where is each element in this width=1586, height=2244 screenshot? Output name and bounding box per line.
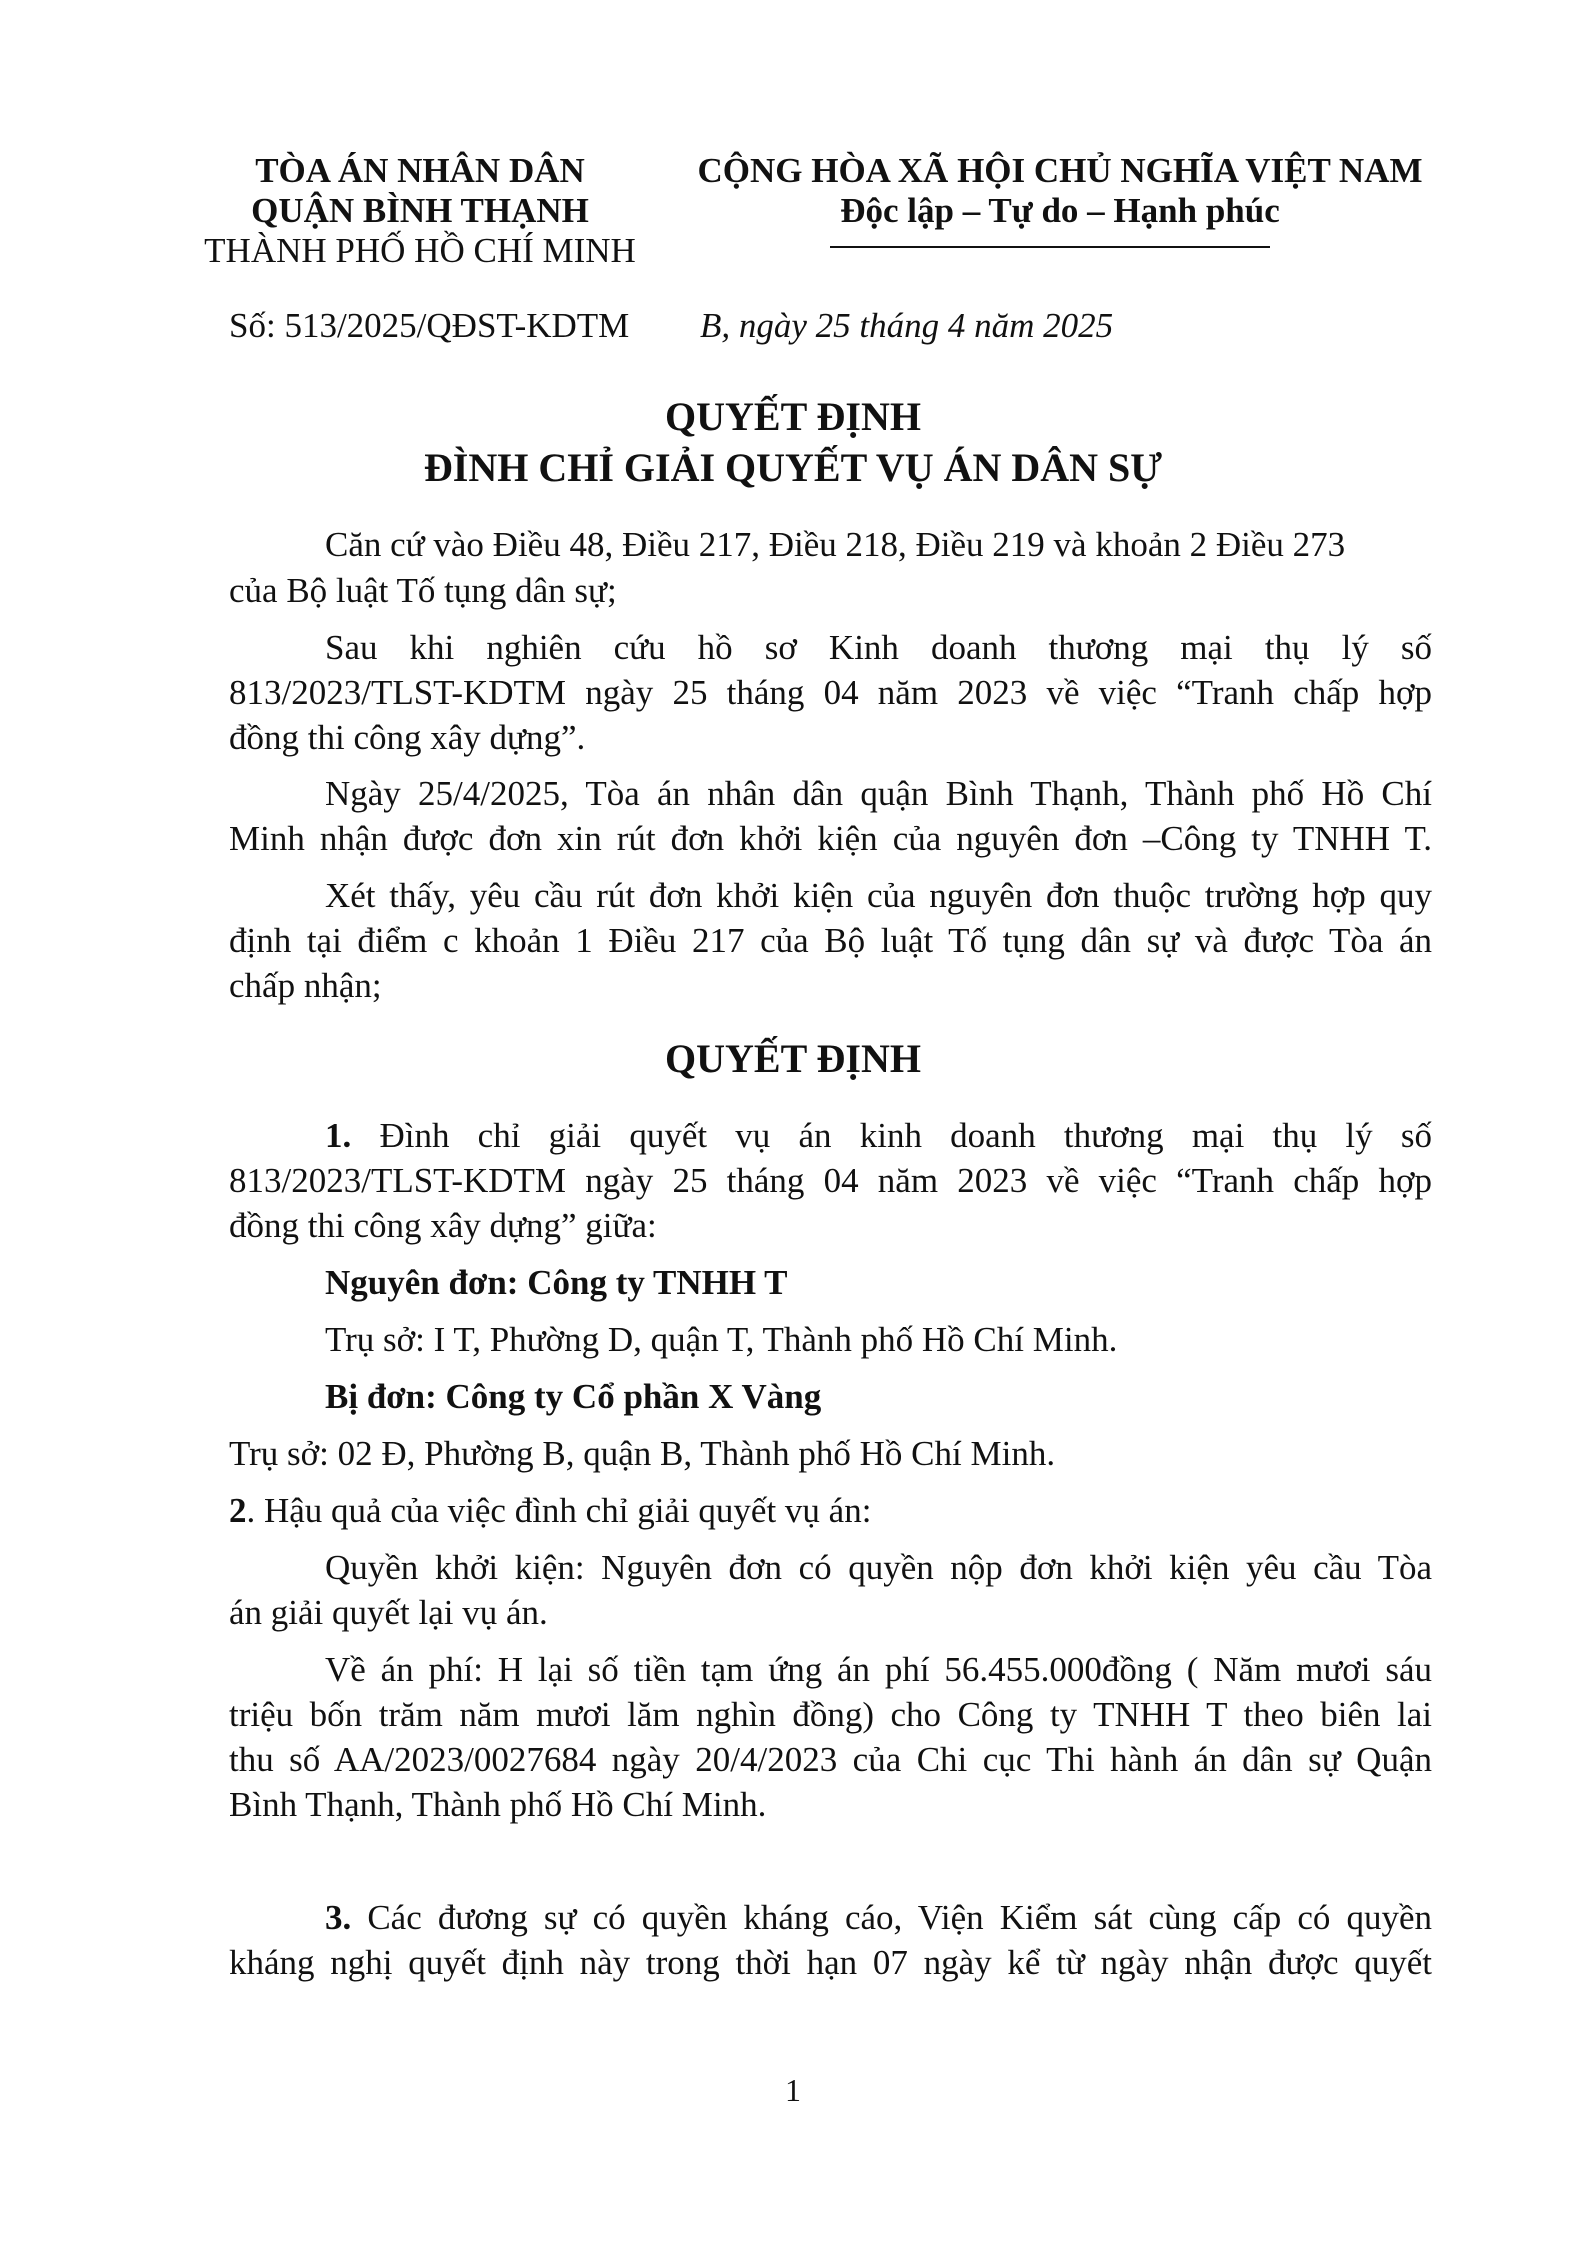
court-name-line1: TÒA ÁN NHÂN DÂN [255,151,585,190]
document-subtitle: ĐÌNH CHỈ GIẢI QUYẾT VỤ ÁN DÂN SỰ [423,445,1163,490]
section2-p2-line1: Về án phí: H lại số tiền tạm ứng án phí 56.455.000đồng ( Năm mươi sáu [325,1650,1432,1689]
page-number: 1 [785,2072,801,2108]
section1-number: 1. [325,1116,352,1155]
section2-heading [229,1489,871,1533]
preamble-p4-line3: chấp nhận; [229,966,382,1005]
section2-p2-line4: Bình Thạnh, Thành phố Hồ Chí Minh. [229,1785,767,1824]
preamble-p4-line1: Xét thấy, yêu cầu rút đơn khởi kiện của nguyên đơn thuộc trường hợp quy [325,876,1432,915]
section3-line2: kháng nghị quyết định này trong thời hạn 07 ngày kể từ ngày nhận được quyết [229,1943,1432,1982]
section1-line1 [325,1114,1432,1158]
section3-line1 [325,1896,1432,1940]
section2-p1-line2: án giải quyết lại vụ án. [229,1593,548,1632]
court-name-line2: QUẬN BÌNH THẠNH [251,191,589,230]
section1-line2: 813/2023/TLST-KDTM ngày 25 tháng 04 năm 2023 về việc “Tranh chấp hợp [229,1161,1432,1200]
preamble-p2-line2: 813/2023/TLST-KDTM ngày 25 tháng 04 năm 2023 về việc “Tranh chấp hợp [229,673,1432,712]
section1-text: Đình chỉ giải quyết vụ án kinh doanh thương mại thụ lý số [351,1116,1432,1155]
preamble-p3-line2: Minh nhận được đơn xin rút đơn khởi kiện của nguyên đơn –Công ty TNHH T. [229,819,1432,858]
section2-p1-line1: Quyền khởi kiện: Nguyên đơn có quyền nộp đơn khởi kiện yêu cầu Tòa [325,1548,1432,1587]
court-name-line3: THÀNH PHỐ HỒ CHÍ MINH [204,231,636,270]
section2-number: 2 [229,1491,247,1530]
national-motto: Độc lập – Tự do – Hạnh phúc [840,191,1280,230]
place-and-date: B, ngày 25 tháng 4 năm 2025 [700,306,1114,345]
section3-text: Các đương sự có quyền kháng cáo, Viện Kiểm sát cùng cấp có quyền [351,1898,1432,1937]
preamble-p2-line3: đồng thi công xây dựng”. [229,718,586,757]
section2-p2-line3: thu số AA/2023/0027684 ngày 20/4/2023 của Chi cục Thi hành án dân sự Quận [229,1740,1432,1779]
preamble-p3-line1: Ngày 25/4/2025, Tòa án nhân dân quận Bình Thạnh, Thành phố Hồ Chí [325,774,1432,813]
plaintiff-label: Nguyên đơn: Công ty TNHH T [325,1263,788,1302]
section1-line3: đồng thi công xây dựng” giữa: [229,1206,657,1245]
preamble-p2-line1: Sau khi nghiên cứu hồ sơ Kinh doanh thương mại thụ lý số [325,628,1432,667]
document-title: QUYẾT ĐỊNH [665,394,921,439]
defendant-label: Bị đơn: Công ty Cổ phần X Vàng [325,1377,822,1416]
section2-text: . Hậu quả của việc đình chỉ giải quyết vụ án: [246,1491,872,1530]
preamble-p4-line2: định tại điểm c khoản 1 Điều 217 của Bộ luật Tố tụng dân sự và được Tòa án [229,921,1432,960]
preamble-p1-line2: của Bộ luật Tố tụng dân sự; [229,571,617,610]
decision-heading: QUYẾT ĐỊNH [665,1036,921,1081]
document-number: Số: 513/2025/QĐST-KDTM [229,306,630,345]
preamble-p1-line1: Căn cứ vào Điều 48, Điều 217, Điều 218, Điều 219 và khoản 2 Điều 273 [325,525,1346,564]
plaintiff-address: Trụ sở: I T, Phường D, quận T, Thành phố Hồ Chí Minh. [325,1320,1118,1359]
motto-underline [830,246,1270,248]
national-title: CỘNG HÒA XÃ HỘI CHỦ NGHĨA VIỆT NAM [697,151,1423,190]
defendant-address: Trụ sở: 02 Đ, Phường B, quận B, Thành phố Hồ Chí Minh. [229,1434,1056,1473]
section2-p2-line2: triệu bốn trăm năm mươi lăm nghìn đồng) cho Công ty TNHH T theo biên lai [229,1695,1432,1734]
section3-number: 3. [325,1898,352,1937]
